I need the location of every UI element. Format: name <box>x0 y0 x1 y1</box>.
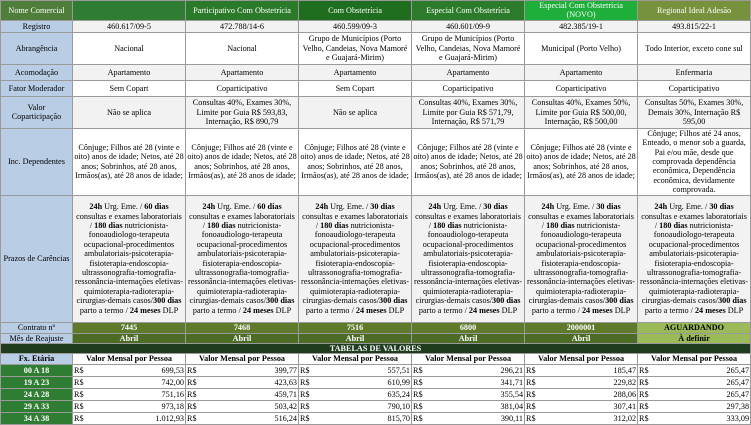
plan-name-6: Regional Ideal Adesão <box>638 1 751 21</box>
price-col-header-5: Valor Mensal por Pessoa <box>525 354 638 364</box>
currency-symbol: R$ <box>525 412 547 424</box>
currency-symbol: R$ <box>638 364 660 376</box>
abrangencia-row <box>1 32 751 64</box>
abrangencia-value-5: Municipal (Porto Velho) <box>525 32 638 64</box>
valor-label: Valor Coparticipação <box>1 96 73 128</box>
currency-symbol: R$ <box>186 364 208 376</box>
abrangencia-value-4: Grupo de Municípios (Porto Velho, Candeias, Nova Mamoré e Guajará-Mirim) <box>412 32 525 64</box>
price-value: 185,47 <box>547 364 638 376</box>
valor-value-4: Consultas 40%, Exames 30%, Limite por Guia R$ 571,79, Internação, R$ 571,79 <box>412 96 525 128</box>
price-value: 265,47 <box>660 364 751 376</box>
plan-name-1 <box>73 1 186 21</box>
dependentes-value-2: Cônjuge; Filhos até 28 (vinte e oito) anos de idade; Netos, até 28 anos; Sobrinhos, até 28 anos, Irmãos(as), até 28 anos de idade; <box>186 128 299 195</box>
fator-value-3: Sem Copart <box>299 80 412 96</box>
price-col-header-6: Valor Mensal por Pessoa <box>638 354 751 364</box>
currency-symbol: R$ <box>412 400 434 412</box>
abrangencia-label: Abrangência <box>1 32 73 64</box>
price-col-header-2: Valor Mensal por Pessoa <box>186 354 299 364</box>
prazos-value-3: 24h Urg. Eme. / 30 dias consultas e exames laboratoriais / 180 dias nutricionista-fonoaudiologo-terapeuta ocupacional-procedimentos ambulatoriais-psicoterapia-fisioterapia-endoscopia-ultrassonografia-tomografia-ressonância-internações eletivas-quimioterapia-radioterapia-cirurgias-demais casos/300 dias parto a termo / 24 meses DLP <box>299 195 412 322</box>
age-range: 24 A 28 <box>1 388 73 400</box>
price-value: 312,02 <box>547 412 638 424</box>
registro-label: Registro <box>1 20 73 32</box>
contrato-value-2: 7468 <box>186 322 299 333</box>
plan-name-4: Especial Com Obstetrícia <box>412 1 525 21</box>
price-value: 307,41 <box>547 400 638 412</box>
price-col-header-4: Valor Mensal por Pessoa <box>412 354 525 364</box>
tabelas-title-row <box>1 344 751 354</box>
dependentes-value-6: Cônjuge; Filhos até 24 anos, Enteado, o menor sob a guarda, Pai e/ou mãe, desde que comprovada dependência econômica, Dependência econômica, devidamente comprovada. <box>638 128 751 195</box>
price-value: 516,24 <box>208 412 299 424</box>
currency-symbol: R$ <box>638 400 660 412</box>
currency-symbol: R$ <box>73 412 95 424</box>
currency-symbol: R$ <box>299 412 321 424</box>
plan-name-2: Participativo Com Obstetrícia <box>186 1 299 21</box>
valor-row <box>1 96 751 128</box>
price-value: 459,71 <box>208 388 299 400</box>
price-value: 341,71 <box>434 376 525 388</box>
age-range: 19 A 23 <box>1 376 73 388</box>
fator-value-2: Coparticipativo <box>186 80 299 96</box>
currency-symbol: R$ <box>73 388 95 400</box>
valor-value-5: Consultas 40%, Exames 50%, Limite por Guia R$ 500,00, Internação, R$ 500,00 <box>525 96 638 128</box>
prazos-value-5: 24h Urg. Eme. / 30 dias consultas e exames laboratoriais / 180 dias nutricionista-fonoaudiologo-terapeuta ocupacional-procedimentos ambulatoriais-psicoterapia-fisioterapia-endoscopia-ultrassonografia-tomografia-ressonância-internações eletivas-quimioterapia-radioterapia-cirurgias-demais casos/300 dias parto a termo / 24 meses DLP <box>525 195 638 322</box>
registro-value-4: 460.601/09-9 <box>412 20 525 32</box>
price-row <box>1 364 751 376</box>
currency-symbol: R$ <box>186 412 208 424</box>
registro-value-6: 493.815/22-1 <box>638 20 751 32</box>
valor-value-2: Consultas 40%, Exames 30%, Limite por Guia R$ 593,83, Internação, R$ 890,79 <box>186 96 299 128</box>
mes-value-4: Abril <box>412 333 525 343</box>
abrangencia-value-6: Todo Interior, exceto cone sul <box>638 32 751 64</box>
dependentes-row <box>1 128 751 195</box>
mes-row <box>1 333 751 343</box>
price-value: 699,53 <box>95 364 186 376</box>
currency-symbol: R$ <box>525 388 547 400</box>
fator-row <box>1 80 751 96</box>
currency-symbol: R$ <box>186 388 208 400</box>
acomodacao-value-5: Apartamento <box>525 64 638 80</box>
currency-symbol: R$ <box>638 376 660 388</box>
fator-label: Fator Moderador <box>1 80 73 96</box>
acomodacao-value-6: Enfermaria <box>638 64 751 80</box>
fx-etaria-label: Fx. Etária <box>1 354 73 364</box>
dependentes-value-3: Cônjuge; Filhos até 28 (vinte e oito) anos de idade; Netos, até 28 anos; Sobrinhos, até 28 anos, Irmãos(as), até 28 anos de idade; <box>299 128 412 195</box>
currency-symbol: R$ <box>299 376 321 388</box>
price-value: 423,63 <box>208 376 299 388</box>
price-row <box>1 400 751 412</box>
currency-symbol: R$ <box>299 400 321 412</box>
price-row <box>1 412 751 424</box>
registro-row <box>1 20 751 32</box>
price-value: 503,42 <box>208 400 299 412</box>
price-table-body <box>1 364 751 424</box>
registro-value-3: 460.599/09-3 <box>299 20 412 32</box>
price-value: 557,51 <box>321 364 412 376</box>
plan-name-3: Com Obstetrícia <box>299 1 412 21</box>
currency-symbol: R$ <box>638 388 660 400</box>
price-value: 296,21 <box>434 364 525 376</box>
mes-value-1: Abril <box>73 333 186 343</box>
mes-value-6: À definir <box>638 333 751 343</box>
abrangencia-value-2: Nacional <box>186 32 299 64</box>
valor-value-1: Não se aplica <box>73 96 186 128</box>
contrato-value-3: 7516 <box>299 322 412 333</box>
currency-symbol: R$ <box>73 400 95 412</box>
mes-value-2: Abril <box>186 333 299 343</box>
dependentes-value-4: Cônjuge; Filhos até 28 (vinte e oito) anos de idade; Netos, até 28 anos; Sobrinhos, até 28 anos, Irmãos(as), até 28 anos de idade; <box>412 128 525 195</box>
price-value: 815,70 <box>321 412 412 424</box>
price-row <box>1 376 751 388</box>
plan-name-5: Especial Com Obstetrícia (NOVO) <box>525 1 638 21</box>
currency-symbol: R$ <box>186 376 208 388</box>
price-value: 229,82 <box>547 376 638 388</box>
acomodacao-value-3: Apartamento <box>299 64 412 80</box>
price-value: 390,11 <box>434 412 525 424</box>
price-value: 355,54 <box>434 388 525 400</box>
age-range: 00 A 18 <box>1 364 73 376</box>
valor-value-3: Não se aplica <box>299 96 412 128</box>
price-value: 333,09 <box>660 412 751 424</box>
acomodacao-label: Acomodação <box>1 64 73 80</box>
contrato-value-6: AGUARDANDO <box>638 322 751 333</box>
valor-value-6: Consultas 50%, Exames 30%, Demais 30%, Internação R$ 595,00 <box>638 96 751 128</box>
price-col-header-1: Valor Mensal por Pessoa <box>73 354 186 364</box>
price-value: 265,47 <box>660 388 751 400</box>
price-value: 610,99 <box>321 376 412 388</box>
abrangencia-value-3: Grupo de Municípios (Porto Velho, Candeias, Nova Mamoré e Guajará-Mirim) <box>299 32 412 64</box>
fator-value-1: Sem Copart <box>73 80 186 96</box>
price-value: 973,18 <box>95 400 186 412</box>
currency-symbol: R$ <box>186 400 208 412</box>
abrangencia-value-1: Nacional <box>73 32 186 64</box>
price-value: 381,04 <box>434 400 525 412</box>
mes-value-5: Abril <box>525 333 638 343</box>
registro-value-2: 472.788/14-6 <box>186 20 299 32</box>
currency-symbol: R$ <box>299 364 321 376</box>
header-row <box>1 1 751 21</box>
price-header-row <box>1 354 751 364</box>
currency-symbol: R$ <box>638 412 660 424</box>
price-col-header-3: Valor Mensal por Pessoa <box>299 354 412 364</box>
currency-symbol: R$ <box>412 364 434 376</box>
price-value: 297,38 <box>660 400 751 412</box>
tabelas-title: TABELAS DE VALORES <box>1 344 751 354</box>
mes-label: Mês de Reajuste <box>1 333 73 343</box>
prazos-value-1: 24h Urg. Eme. / 60 dias consultas e exames laboratoriais / 180 dias nutricionista-fonoaudiologo-terapeuta ocupacional-procedimentos ambulatoriais-psicoterapia-fisioterapia-endoscopia-ultrassonografia-tomografia-ressonância-internações eletivas-quimioterapia-radioterapia-cirurgias-demais casos/300 dias parto a termo / 24 meses DLP <box>73 195 186 322</box>
currency-symbol: R$ <box>525 400 547 412</box>
age-range: 29 A 33 <box>1 400 73 412</box>
age-range: 34 A 38 <box>1 412 73 424</box>
price-row <box>1 388 751 400</box>
acomodacao-value-4: Apartamento <box>412 64 525 80</box>
price-value: 742,00 <box>95 376 186 388</box>
price-value: 288,06 <box>547 388 638 400</box>
price-value: 751,16 <box>95 388 186 400</box>
contrato-value-4: 6800 <box>412 322 525 333</box>
fator-value-5: Coparticipativo <box>525 80 638 96</box>
prazos-value-4: 24h Urg. Eme. / 30 dias consultas e exames laboratoriais / 180 dias nutricionista-fonoaudiologo-terapeuta ocupacional-procedimentos ambulatoriais-psicoterapia-fisioterapia-endoscopia-ultrassonografia-tomografia-ressonância-internações eletivas-quimioterapia-radioterapia-cirurgias-demais casos/300 dias parto a termo / 24 meses DLP <box>412 195 525 322</box>
currency-symbol: R$ <box>525 376 547 388</box>
prazos-value-2: 24h Urg. Eme. / 60 dias consultas e exames laboratoriais / 180 dias nutricionista-fonoaudiologo-terapeuta ocupacional-procedimentos ambulatoriais-psicoterapia-fisioterapia-endoscopia-ultrassonografia-tomografia-ressonância-internações eletivas-quimioterapia-radioterapia-cirurgias-demais casos/300 dias parto a termo / 24 meses DLP <box>186 195 299 322</box>
dependentes-label: Inc. Dependentes <box>1 128 73 195</box>
contrato-value-5: 2000001 <box>525 322 638 333</box>
fator-value-4: Coparticipativo <box>412 80 525 96</box>
currency-symbol: R$ <box>412 412 434 424</box>
mes-value-3: Abril <box>299 333 412 343</box>
fator-value-6: Coparticipativo <box>638 80 751 96</box>
prazos-label: Prazos de Carências <box>1 195 73 322</box>
acomodacao-value-1: Apartamento <box>73 64 186 80</box>
currency-symbol: R$ <box>525 364 547 376</box>
price-value: 399,77 <box>208 364 299 376</box>
dependentes-value-1: Cônjuge; Filhos até 28 (vinte e oito) anos de idade; Netos, até 28 anos; Sobrinhos, até 28 anos, Irmãos(as), até 28 anos de idade; <box>73 128 186 195</box>
contrato-row <box>1 322 751 333</box>
prazos-row <box>1 195 751 322</box>
dependentes-value-5: Cônjuge; Filhos até 28 (vinte e oito) anos de idade; Netos, até 28 anos; Sobrinhos, até 28 anos, Irmãos(as), até 28 anos de idade; <box>525 128 638 195</box>
currency-symbol: R$ <box>299 388 321 400</box>
contrato-value-1: 7445 <box>73 322 186 333</box>
currency-symbol: R$ <box>412 388 434 400</box>
prazos-value-6: 24h Urg. Eme. / 30 dias consultas e exames laboratoriais / 180 dias nutricionista-fonoaudiologo-terapeuta ocupacional-procedimentos ambulatoriais-psicoterapia-fisioterapia-endoscopia-ultrassonografia-tomografia-ressonância-internações eletivas-quimioterapia-radioterapia-cirurgias-demais casos/300 dias parto a termo / 24 meses DLP <box>638 195 751 322</box>
registro-value-5: 482.385/19-1 <box>525 20 638 32</box>
contrato-label: Contrato nº <box>1 322 73 333</box>
nome-comercial-label: Nome Comercial <box>1 1 73 21</box>
price-value: 265,47 <box>660 376 751 388</box>
currency-symbol: R$ <box>73 364 95 376</box>
price-value: 1.012,93 <box>95 412 186 424</box>
registro-value-1: 460.617/09-5 <box>73 20 186 32</box>
currency-symbol: R$ <box>412 376 434 388</box>
acomodacao-row <box>1 64 751 80</box>
price-value: 635,24 <box>321 388 412 400</box>
price-value: 790,10 <box>321 400 412 412</box>
currency-symbol: R$ <box>73 376 95 388</box>
acomodacao-value-2: Apartamento <box>186 64 299 80</box>
